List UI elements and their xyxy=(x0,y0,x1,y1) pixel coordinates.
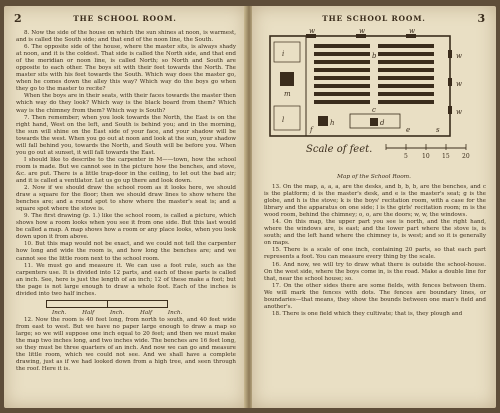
paragraph: I should like to describe to the carpenter in M——town, how the school room is made. But we cannot see in the picture how the benches, and stove, &c. are put. There is a little trap-door in the ceiling, to let out the bad air; and it is called a ventilator. Let us go up there and look down. xyxy=(16,156,236,184)
running-head-title-right: THE SCHOOL ROOM. xyxy=(322,14,426,23)
paragraph: 15. There is a scale of one inch, containing 20 parts, so that each part represents a foot. You can measure every thing by the scale. xyxy=(264,247,486,261)
paragraph: 9. The first drawing (p. 1.) like the school room, is called a picture, which shows how a room looks when you see it from one side. But this last would be called a map. A map shows how a room or any place looks, when you look down upon it from above. xyxy=(16,213,236,241)
paragraph: 11. We must go and measure it. We can use a foot rule, such as the carpenters use. It is divided into 12 parts, and each of these parts is called an inch. See, here is just the length of an inch; 12 of these make a foot; but the page is not large enough to draw a whole foot. Each of the inches is divided into two half inches. xyxy=(16,262,236,297)
map-label-s: s xyxy=(436,126,440,134)
scale-tick: 20 xyxy=(462,153,470,160)
running-head-title-left: THE SCHOOL ROOM. xyxy=(73,14,177,23)
running-head-left xyxy=(4,14,246,26)
paragraph: 14. On this map, the upper part you see is north, and the right hand, where the windows are, is east; and the lower part where the stove is, is south; and the left hand where the chimney is, is west; and so it is generally on maps. xyxy=(264,219,486,247)
page-number-left: 2 xyxy=(14,12,23,25)
left-page xyxy=(4,6,246,408)
map-label-w: w xyxy=(456,52,462,60)
scale-bar xyxy=(386,144,466,150)
paragraph: 16. And now, we will try to draw what there is outside the school-house. On the west side, where the boys come in, is the road. Make a double line for that, near the school house; so. xyxy=(264,261,486,282)
paragraph: 12. Now the room is 40 feet long, from north to south, and 40 feet wide from east to west. But we have no paper large enough to draw a map so large; so we will suppose one inch equal to 20 feet; and then we must make the map two inches long, and two inches wide. The benches are 16 feet long, so they must be three quarters of an inch. And now we can go and measure the little room, which we could not see. And we shall have a complete drawing, just as if we had looked down from a high tree, and seen through the roof. Here it is. xyxy=(16,316,236,373)
map-label-w: w xyxy=(359,28,365,35)
map-label-d: d xyxy=(380,119,385,127)
map-label-l: l xyxy=(282,116,285,124)
map-label-w: w xyxy=(409,28,415,35)
scale-label: Scale of feet. xyxy=(306,144,373,155)
paragraph: 2. Now if we should draw the school room as it looks here, we should draw a square for the floor; then we should draw lines to show where the benches are; and a round spot to show where the master's seat is; and a square spot where the stove is. xyxy=(16,185,236,213)
scale-tick: 5 xyxy=(404,153,408,160)
map-caption: Map of the School Room. xyxy=(336,174,412,180)
map-label-w: w xyxy=(456,80,462,88)
map-label-h: h xyxy=(330,119,335,127)
page-number-right: 3 xyxy=(477,12,486,25)
map-girls-room xyxy=(274,106,300,130)
ruler-labels: Inch. Half Inch. Half Inch. xyxy=(52,309,183,316)
paragraph: 13. On the map, a, a, a, are the desks, and b, b, b, are the benches, and c is the platform; d is the master's desk, and e is the master's seat; g is the globe, and h is the stove; k is the boys' recitation room, with a case for the library and the apparatus on one side; l is the girls' recitation room; m is the wood room, behind the chimney; o, o, are the doors; w, w, the windows. xyxy=(264,184,486,219)
running-head-right xyxy=(252,14,496,26)
paragraph: When the boys are in their seats, with their faces towards the master then which way do they look? Which way is the black board from them? Which way is the chimney from them? Which way is South? xyxy=(16,93,236,114)
map-label-e: e xyxy=(406,126,411,134)
paragraph: 6. The opposite side of the house, where the master sits, is always shady at noon, and it is the coldest. That side is called the North side, and that end of the meridian or noon line, is called North; so North and South are opposite to each other. The boys sit with their feet towards the North. The master sits with his feet towards the South. Which way does the master go, when he comes down the alley this way? Which way do the boys go when they go to the master to recite? xyxy=(16,44,236,93)
map-label-b: b xyxy=(372,52,377,60)
paragraph: 7. Then remember; when you look towards the North, the East is on the right hand, West on the left, and South is behind you; and in the morning, the sun will shine on the East side of your face, and your shadow will be towards the west. When you go out at noon and look at the sun, your shadow will fall behind you, towards the North, and South will be before you. When you go out at sunset, it will fall towards the East. xyxy=(16,114,236,156)
inch-ruler xyxy=(46,300,168,308)
right-page xyxy=(252,6,496,408)
paragraph: 17. On the other sides there are some fields, with fences between them. We will mark the fences with dots. The fences are boundary lines, or boundaries—that means, they show the bounds between one man's field and another's. xyxy=(264,282,486,310)
school-room-map xyxy=(266,28,482,168)
map-master-desk xyxy=(370,118,378,126)
right-page-text xyxy=(264,184,486,318)
map-recitation-room xyxy=(274,42,300,62)
paragraph: 10. But this map would not be exact, and we could not tell the carpenter how long and wide the room is, and how long the benches are; and we cannot see the little room next to the school room. xyxy=(16,241,236,262)
paragraph: 18. There is one field which they cultivate; that is, they plough and xyxy=(272,310,463,317)
map-label-f: f xyxy=(310,126,313,134)
map-label-w: w xyxy=(456,108,462,116)
left-page-text xyxy=(16,30,236,373)
scale-tick: 10 xyxy=(422,153,430,160)
map-label-w: w xyxy=(309,28,315,35)
map-label-c: c xyxy=(372,106,376,114)
scale-tick: 15 xyxy=(442,153,450,160)
map-label-m: m xyxy=(284,90,291,98)
map-stove xyxy=(318,116,328,126)
map-chimney xyxy=(280,72,294,86)
map-label-i: i xyxy=(282,50,285,58)
paragraph: 8. Now the side of the house on which the sun shines at noon, is warmest, and is called the South side; and that end of the noon line, the South. xyxy=(16,30,236,44)
